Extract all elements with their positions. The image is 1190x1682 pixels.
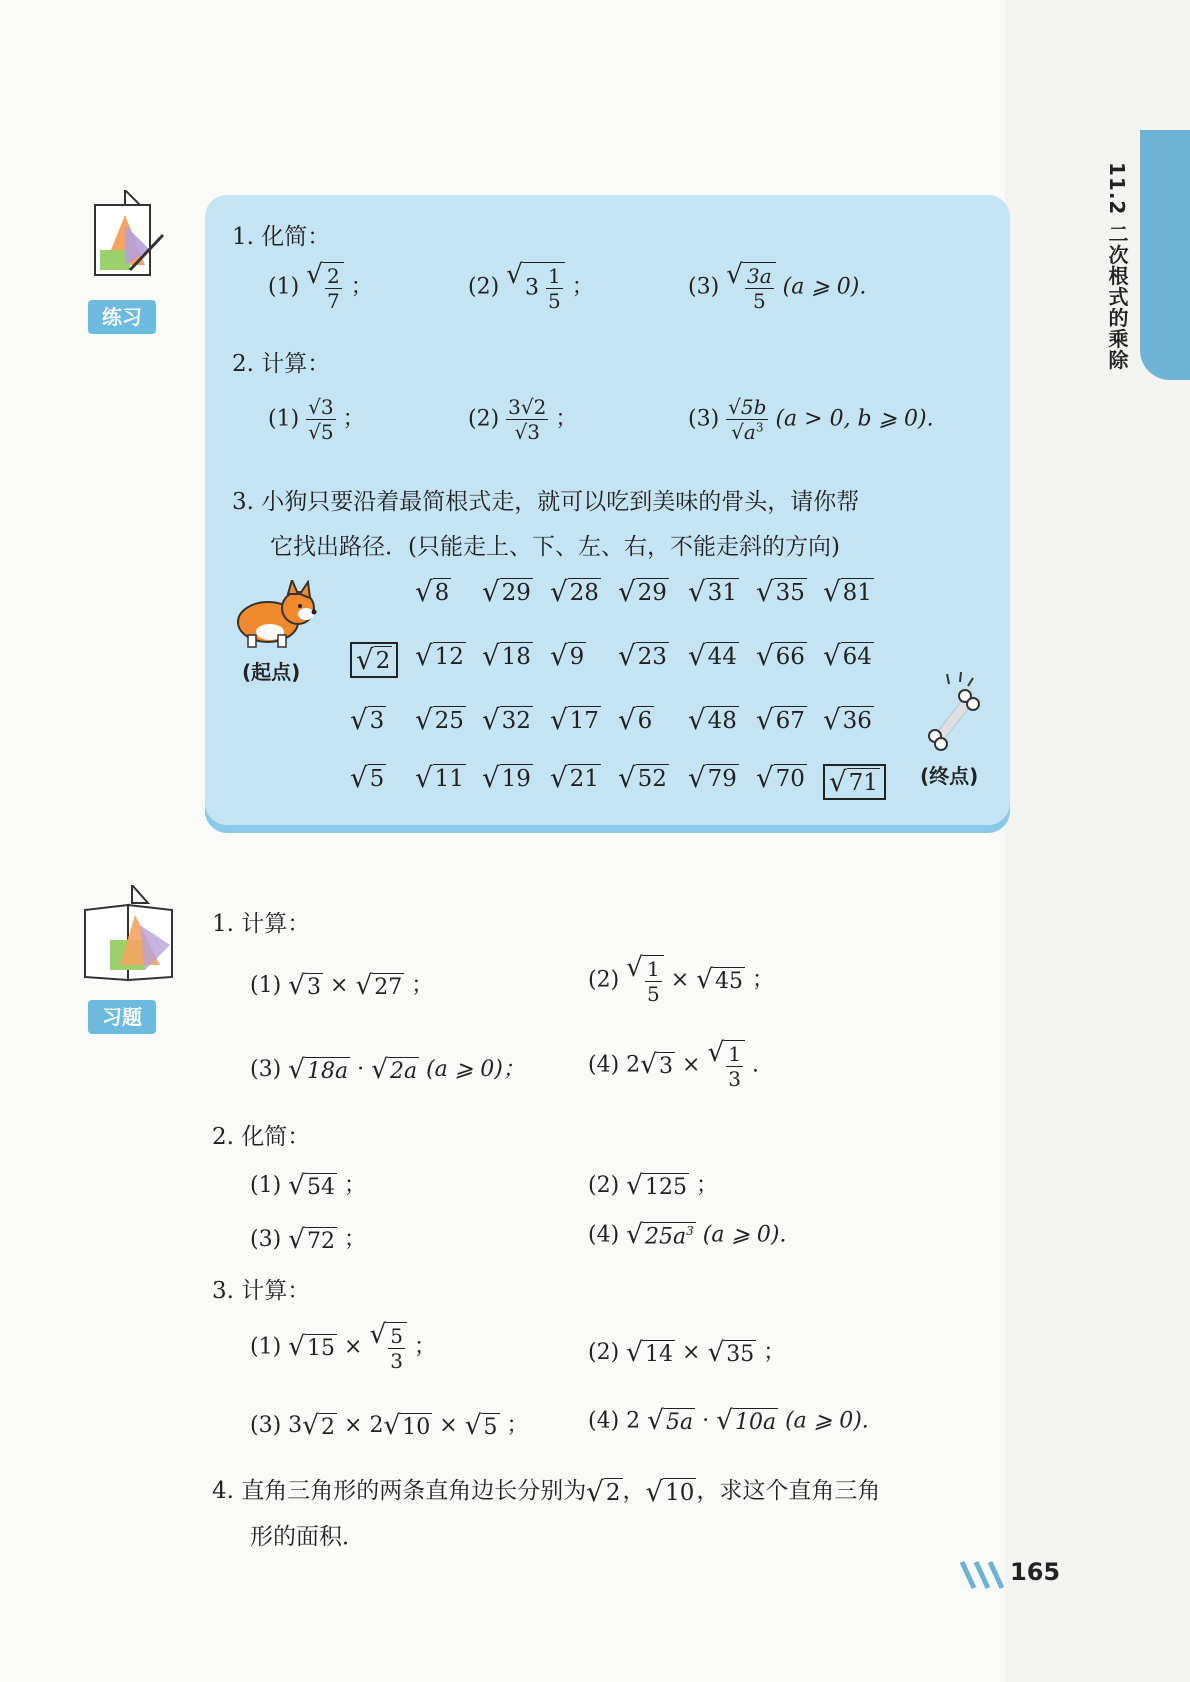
practice-q2-p3: (3) $\frac{√5b}{√a^3}$ (a > 0, b ⩾ 0).	[688, 395, 934, 444]
maze-cell: √ 11	[415, 761, 464, 794]
maze-cell: √ 64	[823, 639, 872, 672]
maze-cell: √ 81	[823, 575, 872, 608]
practice-q1-p1: (1) √ $\frac{2}{7}$ ；	[268, 259, 373, 313]
exercise-q1-heading: 1. 计算：	[212, 911, 311, 937]
exercise-book-icon	[80, 885, 180, 989]
maze-cell: √ 32	[482, 703, 531, 736]
exercise-q2-heading: 2. 化简：	[212, 1124, 311, 1150]
maze-cell: √ 79	[688, 761, 737, 794]
practice-q1-p3: (3) √ $\frac{3a}{5}$ (a ⩾ 0).	[688, 259, 867, 313]
maze-cell: √ 31	[688, 575, 737, 608]
exercise-q4-line1: 4. 直角三角形的两条直角边长分别为 √ 2 ， √ 10 ，求这个直角三角	[212, 1475, 881, 1508]
exercise-q3-p1: (1) √ 15 × √ $\frac{5}{3}$ ；	[250, 1319, 437, 1373]
maze-cell: √ 23	[618, 639, 667, 672]
exercise-q3-p3: (3) 3 √ 2 × 2 √ 10 × √ 5 ；	[250, 1409, 529, 1441]
maze-cell: √ 29	[482, 575, 531, 608]
practice-q2-p2: (2) $\frac{3√2}{√3}$ ；	[468, 395, 578, 444]
exercise-q2-p3: (3) √ 72 ；	[250, 1223, 367, 1255]
maze-cell: √ 36	[823, 703, 872, 736]
maze-cell: √ 28	[550, 575, 599, 608]
practice-q2-heading: 2. 计算：	[232, 351, 331, 377]
maze-cell: √ 71	[823, 764, 886, 800]
start-label: (起点)	[242, 660, 301, 684]
exercise-q3-p4: (4) 2 √ 5a · √ 10a (a ⩾ 0).	[588, 1405, 869, 1436]
maze-cell: √ 9	[550, 639, 585, 672]
maze-cell: √ 21	[550, 761, 599, 794]
practice-badge: 练习	[88, 300, 156, 334]
exercise-q2-p4: (4) √ $25a^3$ (a ⩾ 0).	[588, 1219, 787, 1250]
exercise-q3-heading: 3. 计算：	[212, 1278, 311, 1304]
exercise-q3-p2: (2) √ 14 × √ 35 ；	[588, 1336, 786, 1368]
maze-cell: √ 8	[415, 575, 450, 608]
maze-cell: √ 5	[350, 761, 385, 794]
exercise-q2-p1: (1) √ 54 ；	[250, 1169, 367, 1201]
exercise-q4-line2: 形的面积．	[250, 1524, 365, 1550]
dog-icon	[228, 580, 323, 654]
section-title: 11.2 二次根式的乘除	[1105, 162, 1129, 371]
chapter-side-tab	[1140, 130, 1190, 380]
exercise-q1-p2: (2) √ $\frac{1}{5}$ × √ 45 ；	[588, 952, 775, 1006]
practice-q1-p2: (2) √ 3 $\frac{1}{5}$ ；	[468, 259, 594, 313]
page-number: 165	[1010, 1558, 1061, 1586]
bone-icon	[925, 672, 985, 756]
maze-cell: √ 18	[482, 639, 531, 672]
maze-cell: √ 52	[618, 761, 667, 794]
maze-cell: √ 17	[550, 703, 599, 736]
exercise-q1-p1: (1) √ 3 × √ 27 ；	[250, 969, 434, 1001]
maze-cell: √ 29	[618, 575, 667, 608]
maze-cell: √ 35	[756, 575, 805, 608]
maze-cell: √ 6	[618, 703, 653, 736]
exercise-badge: 习题	[88, 1000, 156, 1034]
practice-q3-line1: 3. 小狗只要沿着最简根式走，就可以吃到美味的骨头，请你帮	[232, 489, 860, 515]
page-number-stripes-icon	[960, 1560, 1010, 1594]
maze-cell: √ 25	[415, 703, 464, 736]
practice-q1-heading: 1. 化简：	[232, 224, 331, 250]
exercise-q1-p3: (3) √ 18a · √ 2a (a ⩾ 0)；	[250, 1053, 525, 1085]
maze-cell: √ 66	[756, 639, 805, 672]
maze-cell: √ 70	[756, 761, 805, 794]
exercise-q2-p2: (2) √ 125 ；	[588, 1169, 719, 1201]
maze-cell: √ 48	[688, 703, 737, 736]
practice-q2-p1: (1) $\frac{√3}{√5}$ ；	[268, 395, 365, 444]
maze-cell: √ 3	[350, 703, 385, 736]
practice-notebook-icon	[85, 190, 175, 294]
exercise-q1-p4: (4) 2 √ 3 × √ $\frac{1}{3}$ .	[588, 1037, 759, 1091]
end-label: (终点)	[920, 764, 979, 788]
practice-q3-line2: 它找出路径．(只能走上、下、左、右，不能走斜的方向)	[270, 534, 840, 560]
maze-cell: √ 12	[415, 639, 464, 672]
maze-cell: √ 19	[482, 761, 531, 794]
maze-cell: √ 44	[688, 639, 737, 672]
maze-cell: √ 2	[350, 642, 398, 678]
maze-cell: √ 67	[756, 703, 805, 736]
